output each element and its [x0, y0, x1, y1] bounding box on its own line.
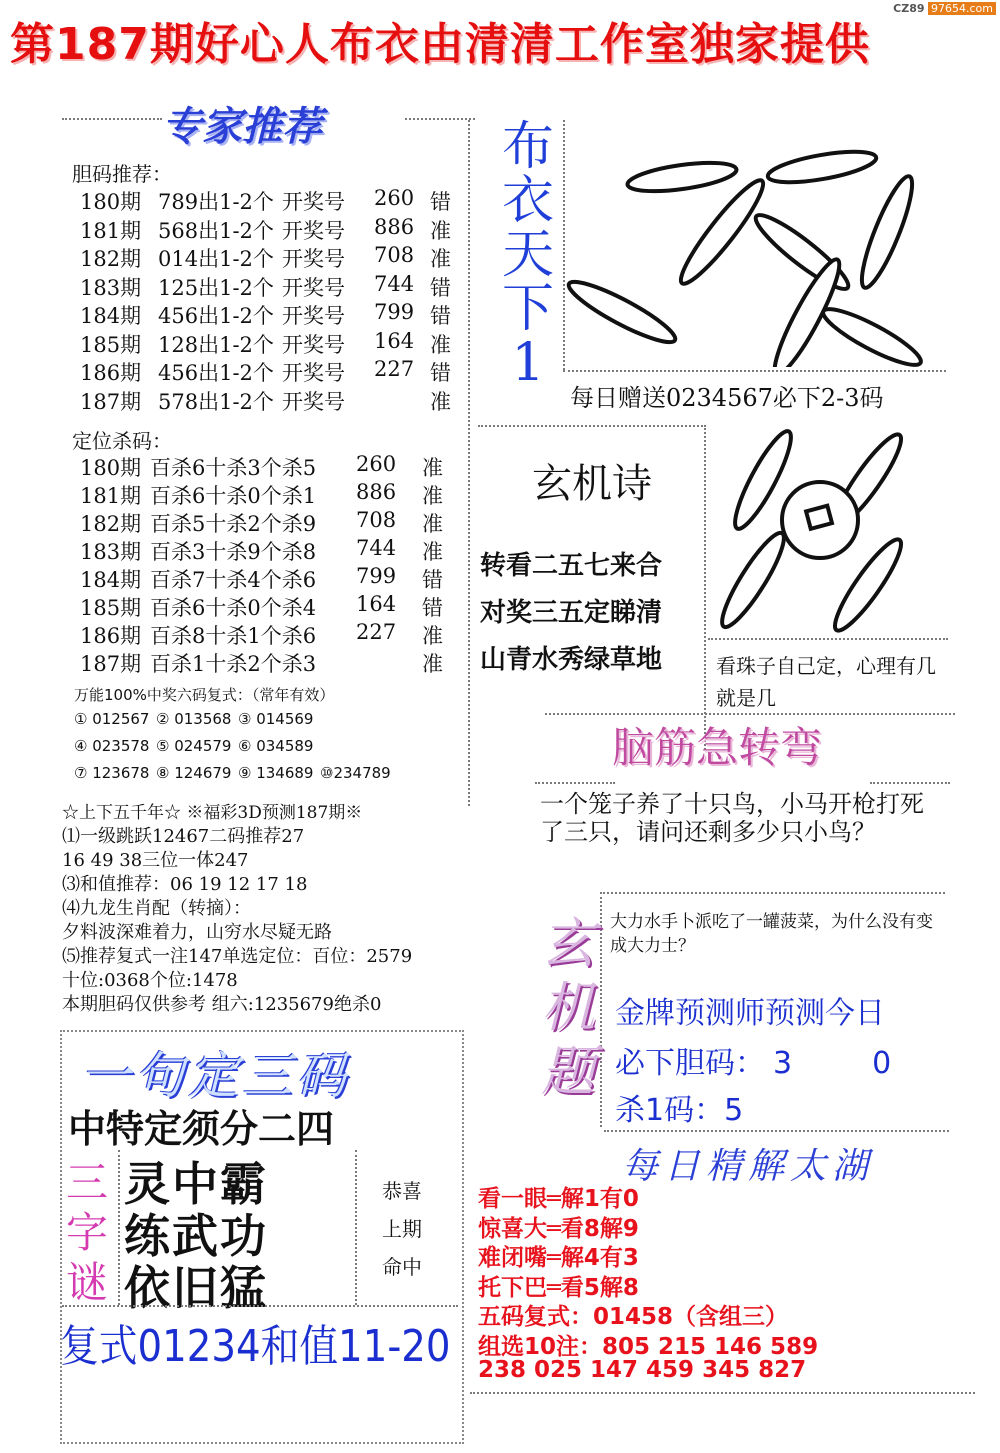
dan-num: 744 — [374, 271, 415, 296]
dan-label: 开奖号 — [282, 275, 345, 300]
kill-period: 187期 — [80, 652, 142, 676]
kill-row — [80, 480, 452, 510]
kill-row — [80, 508, 452, 538]
kill-row — [80, 620, 452, 650]
kill-pick: 百杀6十杀0个杀1 — [150, 484, 317, 508]
taihu-line: 238 025 147 459 345 827 — [478, 1357, 807, 1383]
dan-pick: 456出1-2个 — [158, 361, 274, 385]
kill-num — [356, 648, 422, 678]
history-line: 夕料波深难着力，山穷水尽疑无路 — [62, 922, 332, 943]
dan-label: 开奖号 — [282, 332, 345, 357]
history-line: ⑷九龙生肖配（转摘）： — [62, 898, 251, 919]
history-line: 本期胆码仅供参考 组六:1235679绝杀0 — [62, 994, 382, 1015]
side-vertical: 三字谜 — [65, 1158, 108, 1307]
taihu-line: 托下巴═看5解8 — [478, 1274, 639, 1301]
history-line: 16 49 38三位一体247 — [62, 850, 249, 871]
dan-row — [80, 300, 460, 330]
kill-pick: 百杀1十杀2个杀3 — [150, 652, 317, 676]
dan-label: 开奖号 — [282, 304, 345, 328]
dan-period: 187期 — [80, 389, 142, 414]
kill-pick: 百杀6十杀3个杀5 — [150, 456, 317, 480]
poem-line: 对奖三五定睇清 — [480, 598, 663, 628]
dan-label: 开奖号 — [282, 247, 345, 271]
kill-result: 错 — [422, 568, 443, 592]
six-code-row — [74, 764, 420, 782]
kill-period: 182期 — [80, 512, 142, 536]
kill-period: 183期 — [80, 540, 142, 564]
dan-pick: 578出1-2个 — [158, 389, 274, 414]
one-line-heading: 一句定三码 — [80, 1047, 350, 1105]
history-line: ⑸推荐复式一注147单选定位：百位：2579 — [62, 946, 413, 967]
kill-result: 准 — [422, 624, 443, 648]
riddle-vertical: 玄机题 — [541, 912, 595, 1103]
riddle-question: 大力水手卜派吃了一罐菠菜，为什么没有变成大力士？ — [610, 912, 933, 956]
dan-result: 准 — [430, 247, 451, 271]
kill-period: 181期 — [80, 484, 142, 508]
kill-num: 886 — [356, 480, 397, 504]
poem-heading: 玄机诗 — [532, 461, 652, 507]
beads-pattern-icon — [562, 122, 937, 367]
dan-num: 260 — [374, 186, 415, 210]
dan-label: 开奖号 — [282, 190, 345, 214]
six-code-row — [74, 737, 320, 755]
kill-num: 799 — [356, 564, 397, 588]
expert-heading: 专家推荐 — [162, 104, 322, 150]
riddle-word: 灵中霸 — [124, 1157, 268, 1211]
dan-pick: 456出1-2个 — [158, 304, 274, 328]
history-line: ⑶和值推荐：06 19 12 17 18 — [62, 874, 308, 895]
kill-period: 186期 — [80, 624, 142, 648]
kill-pick: 百杀3十杀9个杀8 — [150, 540, 317, 564]
dan-result: 错 — [430, 361, 451, 385]
kill-result: 准 — [422, 540, 443, 564]
kill-result: 准 — [422, 512, 443, 536]
dan-row — [80, 215, 460, 245]
six-code: ⑦ 123678 — [74, 764, 150, 782]
kill-pick: 百杀5十杀2个杀9 — [150, 512, 317, 536]
gift-text: 每日赠送0234567必下2-3码 — [570, 384, 884, 412]
dan-result: 准 — [430, 332, 451, 357]
dan-period: 185期 — [80, 332, 142, 357]
taihu-line: 五码复式：01458（含组三） — [478, 1304, 789, 1330]
dan-pick: 128出1-2个 — [158, 332, 274, 357]
six-code: ② 013568 — [156, 710, 232, 728]
kill-num: 164 — [356, 592, 397, 616]
history-line: ⑴一级跳跃12467二码推荐27 — [62, 826, 305, 847]
dan-num: 164 — [374, 328, 415, 353]
dan-row — [80, 386, 460, 416]
six-code: ⑩234789 — [320, 764, 391, 782]
six-code: ⑤ 024579 — [156, 737, 232, 755]
dan-label: 开奖号 — [282, 218, 345, 243]
six-code-row — [74, 710, 320, 728]
poem-line: 转看二五七来合 — [480, 551, 663, 581]
kill-result: 准 — [422, 652, 443, 676]
kill-row — [80, 592, 452, 622]
six-code: ⑨ 134689 — [238, 764, 314, 782]
brain-heading: 脑筋急转弯 — [612, 723, 823, 772]
dan-row — [80, 357, 460, 387]
taihu-line: 看一眼═解1有0 — [478, 1186, 639, 1212]
dan-row — [80, 272, 460, 302]
gold-dan — [615, 1038, 891, 1082]
dan-period: 181期 — [80, 218, 142, 243]
kill-result: 准 — [422, 484, 443, 508]
congrats-word: 上期 — [382, 1217, 422, 1241]
kill-result: 错 — [422, 596, 443, 620]
history-title: ☆上下五千年☆ ※福彩3D预测187期※ — [62, 803, 363, 823]
coin-pattern-icon — [708, 420, 908, 635]
dan-num: 799 — [374, 300, 415, 324]
dan-period: 182期 — [80, 247, 142, 271]
dan-pick: 014出1-2个 — [158, 247, 274, 271]
dan-label: 开奖号 — [282, 389, 345, 414]
congrats-word: 命中 — [382, 1255, 422, 1279]
dan-result: 错 — [430, 190, 451, 214]
gold-dan-label: 必下胆码： — [615, 1046, 765, 1081]
dan-result: 错 — [430, 304, 451, 328]
congrats-word: 恭喜 — [382, 1179, 422, 1203]
dan-period: 184期 — [80, 304, 142, 328]
taihu-line: 惊喜大═看8解9 — [478, 1215, 639, 1242]
six-code: ④ 023578 — [74, 737, 150, 755]
gold-dan-a: 3 — [773, 1046, 793, 1081]
dan-result: 准 — [430, 218, 451, 243]
kill-row — [80, 452, 452, 482]
gold-title: 金牌预测师预测今日 — [615, 996, 885, 1031]
buyi-vertical: 布衣天下1 — [501, 117, 554, 393]
dan-period: 180期 — [80, 190, 142, 214]
badge-domain: 97654.com — [928, 2, 996, 15]
dan-row — [80, 329, 460, 359]
dan-period: 186期 — [80, 361, 142, 385]
history-line: 十位:0368个位:1478 — [62, 970, 238, 991]
dan-result: 错 — [430, 275, 451, 300]
kill-pick: 百杀6十杀0个杀4 — [150, 596, 317, 620]
combo-text: 复式01234和值11-20 — [60, 1321, 451, 1372]
page-title: 第187期好心人布衣由清清工作室独家提供 — [10, 19, 870, 70]
dan-row — [80, 243, 460, 273]
kill-label: 定位杀码： — [72, 429, 172, 453]
six-code: ⑥ 034589 — [238, 737, 314, 755]
dan-num — [374, 386, 430, 416]
kill-num: 260 — [356, 452, 397, 476]
six-code-label: 万能100%中奖六码复式：（常年有效） — [74, 686, 335, 704]
dan-result: 准 — [430, 389, 451, 414]
dan-num: 708 — [374, 243, 415, 267]
dan-pick: 125出1-2个 — [158, 275, 274, 300]
kill-row — [80, 564, 452, 594]
kill-period: 185期 — [80, 596, 142, 620]
taihu-line: 组选10注：805 215 146 589 — [478, 1333, 819, 1360]
kill-row — [80, 648, 452, 678]
badge-code: CZ89 — [893, 2, 925, 15]
riddle-word: 依旧猛 — [124, 1261, 268, 1315]
six-code: ⑧ 124679 — [156, 764, 232, 782]
kill-result: 准 — [422, 456, 443, 480]
kill-num: 744 — [356, 536, 397, 560]
dan-pick: 568出1-2个 — [158, 218, 274, 243]
kill-num: 708 — [356, 508, 397, 532]
kill-num: 227 — [356, 620, 397, 644]
dan-label: 胆码推荐： — [72, 162, 172, 186]
dan-row — [80, 186, 460, 216]
gold-kill: 杀1码：5 — [615, 1093, 744, 1128]
one-line-phrase: 中特定须分二四 — [68, 1107, 335, 1151]
kill-row — [80, 536, 452, 566]
gold-dan-b: 0 — [872, 1046, 892, 1081]
six-code: ③ 014569 — [238, 710, 314, 728]
brain-question: 一个笼子养了十只鸟，小马开枪打死了三只，请问还剩多少只小鸟？ — [540, 790, 924, 846]
kill-pick: 百杀7十杀4个杀6 — [150, 568, 317, 592]
kill-period: 180期 — [80, 456, 142, 480]
poem-line: 山青水秀绿草地 — [480, 645, 663, 675]
riddle-word: 练武功 — [124, 1209, 268, 1263]
dan-num: 886 — [374, 214, 415, 239]
taihu-line: 难闭嘴═解4有3 — [478, 1245, 639, 1271]
dan-label: 开奖号 — [282, 361, 345, 385]
dan-period: 183期 — [80, 275, 142, 300]
site-badge[interactable] — [893, 2, 996, 15]
dan-pick: 789出1-2个 — [158, 190, 274, 214]
kill-pick: 百杀8十杀1个杀6 — [150, 624, 317, 648]
dan-num: 227 — [374, 357, 415, 381]
taihu-heading: 每日精解太湖 — [622, 1146, 875, 1187]
kill-period: 184期 — [80, 568, 142, 592]
poem-note: 看珠子自己定，心理有几就是几 — [716, 654, 936, 710]
six-code: ① 012567 — [74, 710, 150, 728]
